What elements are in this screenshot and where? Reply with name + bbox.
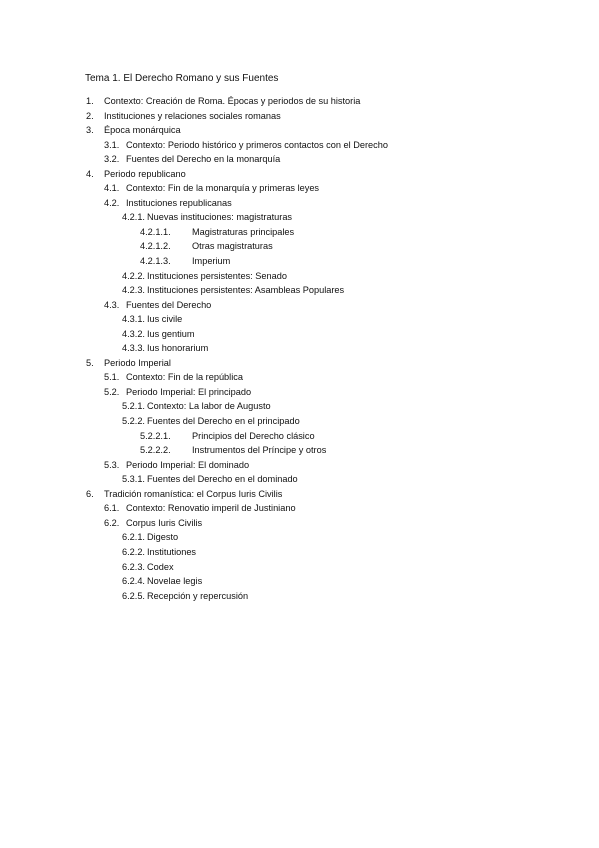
outline-item-number: 6.2.1. (122, 532, 145, 543)
document-title: Tema 1. El Derecho Romano y sus Fuentes (85, 73, 279, 84)
outline-item-number: 4.2.1.3. (140, 256, 171, 267)
outline-item-number: 4.3.1. (122, 314, 145, 325)
outline-item-number: 4.3.2. (122, 328, 145, 339)
outline-item (0, 312, 599, 327)
outline-item-number: 4. (86, 168, 94, 179)
outline-item (0, 181, 599, 196)
outline-item (0, 356, 599, 371)
outline-item (0, 589, 599, 604)
outline-item (0, 472, 599, 487)
outline-item-text: Ius gentium (147, 328, 195, 339)
outline-item-text: Periodo Imperial (104, 357, 171, 368)
outline-item-text: Tradición romanística: el Corpus Iuris Civilis (104, 488, 283, 499)
outline-item (0, 574, 599, 589)
outline-item-number: 6.2.2. (122, 546, 145, 557)
outline-item-number: 5.2. (104, 386, 120, 397)
outline-item (0, 94, 599, 109)
outline-item-number: 3. (86, 125, 94, 136)
outline-item-text: Periodo Imperial: El principado (126, 386, 252, 397)
outline-item (0, 443, 599, 458)
outline-list (0, 94, 599, 603)
outline-item-number: 5.3.1. (122, 474, 145, 485)
outline-item-text: Periodo republicano (104, 168, 186, 179)
outline-item-number: 6.2.4. (122, 576, 145, 587)
outline-item-number: 6.2.3. (122, 561, 145, 572)
outline-item-text: Magistraturas principales (192, 226, 295, 237)
outline-item-text: Fuentes del Derecho en el principado (147, 416, 300, 427)
outline-item-text: Nuevas instituciones: magistraturas (147, 212, 293, 223)
outline-item-text: Fuentes del Derecho en el dominado (147, 474, 298, 485)
outline-item-text: Fuentes del Derecho (126, 299, 212, 310)
outline-item-number: 4.3.3. (122, 343, 145, 354)
outline-item-number: 5.2.2.1. (140, 430, 171, 441)
outline-item-text: Instituciones y relaciones sociales romanas (104, 110, 281, 121)
outline-item-text: Contexto: Creación de Roma. Épocas y periodos de su historia (104, 96, 361, 106)
outline-item (0, 254, 599, 269)
outline-item-number: 6.2.5. (122, 590, 145, 601)
outline-item-text: Digesto (147, 532, 179, 543)
outline-item-number: 1. (86, 96, 94, 106)
outline-item (0, 210, 599, 225)
outline-item (0, 560, 599, 575)
outline-item-text: Contexto: Periodo histórico y primeros contactos con el Derecho (126, 139, 388, 150)
outline-item-number: 6.2. (104, 517, 120, 528)
outline-item-text: Corpus Iuris Civilis (126, 517, 203, 528)
outline-item (0, 429, 599, 444)
outline-item-text: Codex (147, 561, 174, 572)
outline-item-text: Contexto: La labor de Augusto (147, 401, 271, 412)
outline-item-number: 5.2.2. (122, 416, 145, 427)
outline-item-text: Periodo Imperial: El dominado (126, 459, 250, 470)
outline-item-text: Instituciones persistentes: Asambleas Populares (147, 285, 345, 296)
outline-item-number: 3.2. (104, 154, 120, 165)
outline-item-text: Ius civile (147, 314, 183, 325)
outline-item (0, 385, 599, 400)
outline-item-number: 4.2.1. (122, 212, 145, 223)
outline-item-text: Contexto: Renovatio imperil de Justiniano (126, 503, 296, 514)
outline-item-number: 5.3. (104, 459, 120, 470)
outline-item (0, 298, 599, 313)
outline-item-text: Instituciones persistentes: Senado (147, 270, 287, 281)
outline-item-number: 4.2.1.1. (140, 226, 171, 237)
outline-item (0, 138, 599, 153)
outline-item-number: 3.1. (104, 139, 120, 150)
outline-item-text: Ius honorarium (147, 343, 209, 354)
outline-item (0, 458, 599, 473)
outline-item-text: Instituciones republicanas (126, 197, 232, 208)
outline-item-number: 5.2.2.2. (140, 445, 171, 456)
outline-item-text: Novelae legis (147, 576, 203, 587)
outline-item-text: Recepción y repercusión (147, 590, 249, 601)
outline-item (0, 487, 599, 502)
outline-item-number: 4.1. (104, 183, 120, 194)
outline-item-number: 6.1. (104, 503, 120, 514)
outline-item-text: Institutiones (147, 546, 197, 557)
outline-item-number: 6. (86, 488, 94, 499)
outline-item-number: 5. (86, 357, 94, 368)
outline-item (0, 152, 599, 167)
outline-item (0, 501, 599, 516)
outline-item-text: Principios del Derecho clásico (192, 430, 315, 441)
outline-item-text: Fuentes del Derecho en la monarquía (126, 154, 281, 165)
outline-item (0, 225, 599, 240)
outline-item-text: Imperium (192, 256, 231, 267)
outline-item (0, 530, 599, 545)
outline-item-number: 4.2.2. (122, 270, 145, 281)
outline-item (0, 545, 599, 560)
outline-item-number: 5.1. (104, 372, 120, 383)
outline-item (0, 327, 599, 342)
outline-item-number: 2. (86, 110, 94, 121)
outline-item (0, 109, 599, 124)
outline-item-number: 4.2. (104, 197, 120, 208)
outline-item-text: Contexto: Fin de la república (126, 372, 243, 383)
outline-item-number: 4.2.1.2. (140, 241, 171, 252)
outline-item (0, 167, 599, 182)
outline-item (0, 123, 599, 138)
outline-item (0, 399, 599, 414)
outline-item (0, 341, 599, 356)
outline-item-number: 4.3. (104, 299, 120, 310)
outline-item-text: Época monárquica (104, 125, 181, 136)
outline-item (0, 414, 599, 429)
outline-item-text: Otras magistraturas (192, 241, 273, 252)
outline-item-number: 5.2.1. (122, 401, 145, 412)
outline-item (0, 370, 599, 385)
outline-item-number: 4.2.3. (122, 285, 145, 296)
outline-item-text: Contexto: Fin de la monarquía y primeras leyes (126, 183, 320, 194)
outline-item (0, 516, 599, 531)
outline-item (0, 269, 599, 284)
outline-item (0, 239, 599, 254)
outline-item-text: Instrumentos del Príncipe y otros (192, 445, 327, 456)
outline-item (0, 283, 599, 298)
outline-item (0, 196, 599, 211)
